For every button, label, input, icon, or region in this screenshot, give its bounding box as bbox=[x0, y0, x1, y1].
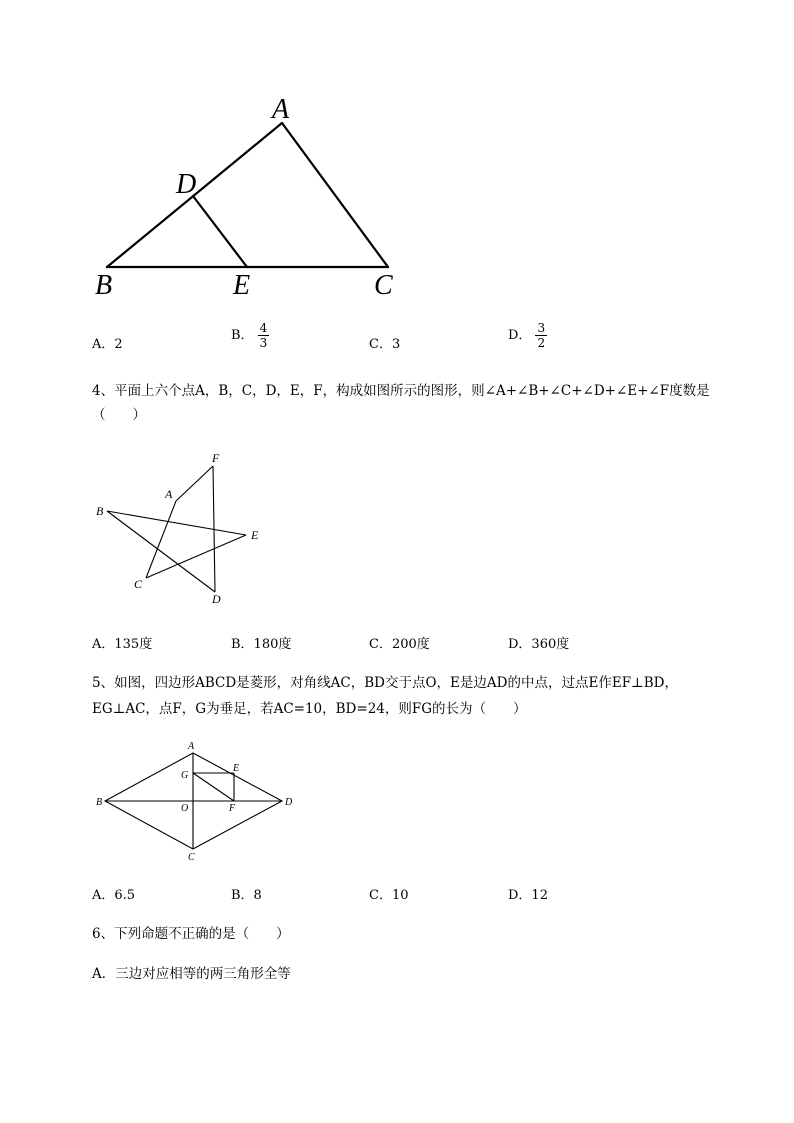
label-c: C bbox=[188, 852, 195, 863]
label-o: O bbox=[181, 803, 189, 814]
q6-option-a: A．三边对应相等的两三角形全等 bbox=[92, 966, 291, 982]
label-b: B bbox=[96, 504, 104, 518]
q3-option-a: A．2 bbox=[92, 337, 123, 352]
label-a: A bbox=[188, 741, 195, 752]
label-c: C bbox=[134, 577, 143, 591]
q5-text-line2: EG⊥AC，点F，G为垂足，若AC=10，BD=24，则FG的长为（ ） bbox=[92, 701, 527, 717]
q5-option-b: B．8 bbox=[231, 888, 262, 903]
fraction: $\frac{3}{2}$ bbox=[537, 321, 546, 350]
q3-option-d: D． $\frac{3}{2}$ bbox=[508, 321, 546, 350]
q5-text-line1: 5、如图，四边形ABCD是菱形，对角线AC，BD交于点O，E是边AD的中点，过点E作EF⊥BD， bbox=[92, 675, 679, 691]
q4-option-c: C．200度 bbox=[369, 637, 430, 652]
segment-fg bbox=[193, 773, 234, 801]
q4-text: 4、平面上六个点A，B，C，D，E，F，构成如图所示的图形，则∠A+∠B+∠C+∠D+∠E+∠F度数是（ ） bbox=[92, 383, 710, 423]
label-e: E bbox=[233, 763, 240, 774]
q3-option-b: B． $\frac{4}{3}$ bbox=[231, 321, 268, 350]
q4-option-d: D．360度 bbox=[508, 637, 570, 652]
q4-option-a: A．135度 bbox=[92, 637, 153, 652]
label-f: F bbox=[229, 803, 236, 814]
label-d: D bbox=[212, 592, 221, 606]
q5-option-a: A．6.5 bbox=[92, 888, 136, 903]
q5-option-c: C．10 bbox=[369, 888, 409, 903]
label-a: A bbox=[165, 487, 173, 501]
fraction: $\frac{4}{3}$ bbox=[259, 321, 268, 350]
label-f: F bbox=[212, 451, 220, 465]
label-d: D bbox=[285, 797, 293, 808]
label-d: D bbox=[176, 169, 197, 200]
label-b: B bbox=[95, 270, 113, 301]
label-a: A bbox=[272, 94, 290, 125]
q4-option-b: B．180度 bbox=[231, 637, 292, 652]
label-c: C bbox=[374, 270, 393, 301]
q6-text: 6、下列命题不正确的是（ ） bbox=[92, 926, 290, 942]
label-e: E bbox=[251, 528, 259, 542]
q5-option-d: D．12 bbox=[508, 888, 548, 903]
label-e: E bbox=[233, 270, 251, 301]
label-b: B bbox=[96, 797, 103, 808]
label-g: G bbox=[181, 770, 189, 781]
q3-option-c: C．3 bbox=[369, 337, 401, 352]
